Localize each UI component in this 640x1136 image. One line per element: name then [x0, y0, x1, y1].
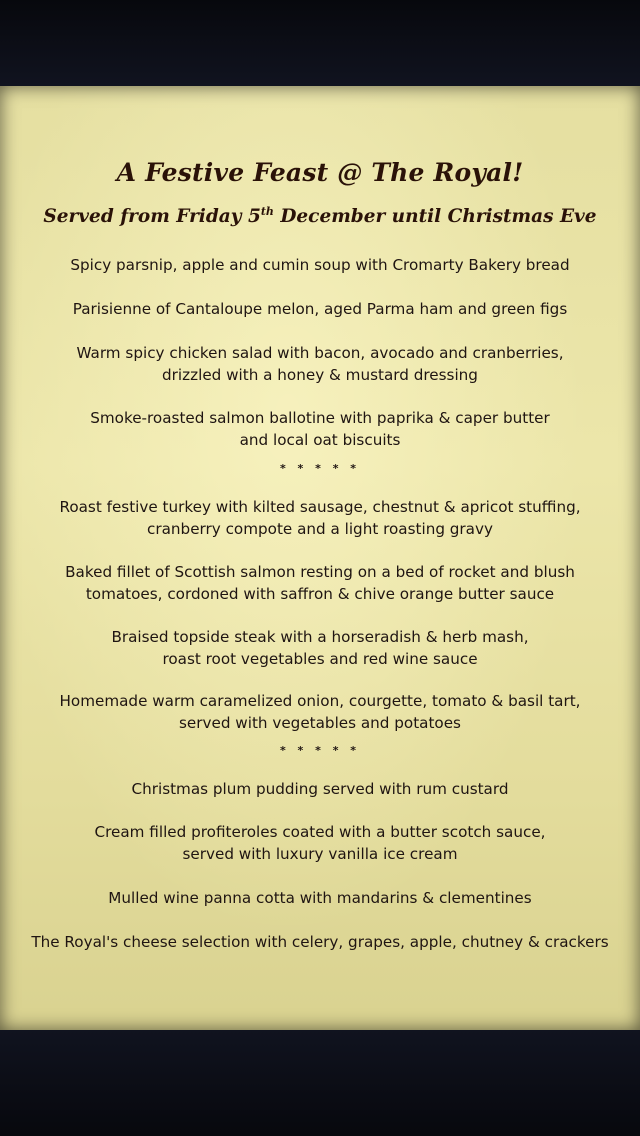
- dish-starter-1: [20, 254, 620, 276]
- dish-line: cranberry compote and a light roasting gravy: [147, 520, 493, 538]
- dish-line: Warm spicy chicken salad with bacon, avocado and cranberries,: [76, 344, 564, 362]
- dish-line: Christmas plum pudding served with rum custard: [131, 780, 509, 798]
- menu-card: [0, 86, 640, 1030]
- dish-line: Braised topside steak with a horseradish & herb mash,: [111, 628, 529, 646]
- dish-line: Spicy parsnip, apple and cumin soup with Cromarty Bakery bread: [70, 256, 570, 274]
- dish-line: and local oat biscuits: [239, 431, 401, 449]
- subtitle-part-1: Served from Friday 5: [43, 206, 261, 227]
- dish-starter-4: [20, 407, 620, 451]
- dish-main-4: [20, 690, 620, 734]
- dish-line: Smoke-roasted salmon ballotine with paprika & caper butter: [90, 409, 550, 427]
- dish-line: The Royal's cheese selection with celery, grapes, apple, chutney & crackers: [31, 933, 609, 951]
- dish-main-3: [20, 626, 620, 670]
- dish-line: Roast festive turkey with kilted sausage, chestnut & apricot stuffing,: [59, 498, 581, 516]
- dish-dessert-3: [20, 887, 620, 909]
- menu-subtitle: [0, 206, 640, 227]
- dish-dessert-2: [20, 821, 620, 865]
- dish-dessert-4: [20, 931, 620, 953]
- subtitle-part-2: December until Christmas Eve: [273, 206, 597, 227]
- dish-starter-2: [20, 298, 620, 320]
- dish-line: served with luxury vanilla ice cream: [182, 845, 458, 863]
- dish-line: drizzled with a honey & mustard dressing: [162, 366, 478, 384]
- dish-dessert-1: [20, 778, 620, 800]
- dish-line: roast root vegetables and red wine sauce: [162, 650, 478, 668]
- dish-line: Homemade warm caramelized onion, courgette, tomato & basil tart,: [59, 692, 581, 710]
- dish-line: Mulled wine panna cotta with mandarins & clementines: [108, 889, 532, 907]
- course-separator: * * * * *: [279, 744, 361, 757]
- dish-main-2: [20, 561, 620, 605]
- dish-line: Parisienne of Cantaloupe melon, aged Parma ham and green figs: [72, 300, 568, 318]
- dish-line: Baked fillet of Scottish salmon resting on a bed of rocket and blush: [65, 563, 575, 581]
- subtitle-ordinal-suffix: th: [260, 205, 274, 218]
- menu-title: A Festive Feast @ The Royal!: [116, 158, 524, 187]
- dish-starter-3: [20, 342, 620, 386]
- course-separator: * * * * *: [279, 462, 361, 475]
- dish-main-1: [20, 496, 620, 540]
- dish-line: served with vegetables and potatoes: [179, 714, 461, 732]
- dish-line: Cream filled profiteroles coated with a butter scotch sauce,: [94, 823, 546, 841]
- dish-line: tomatoes, cordoned with saffron & chive orange butter sauce: [85, 585, 555, 603]
